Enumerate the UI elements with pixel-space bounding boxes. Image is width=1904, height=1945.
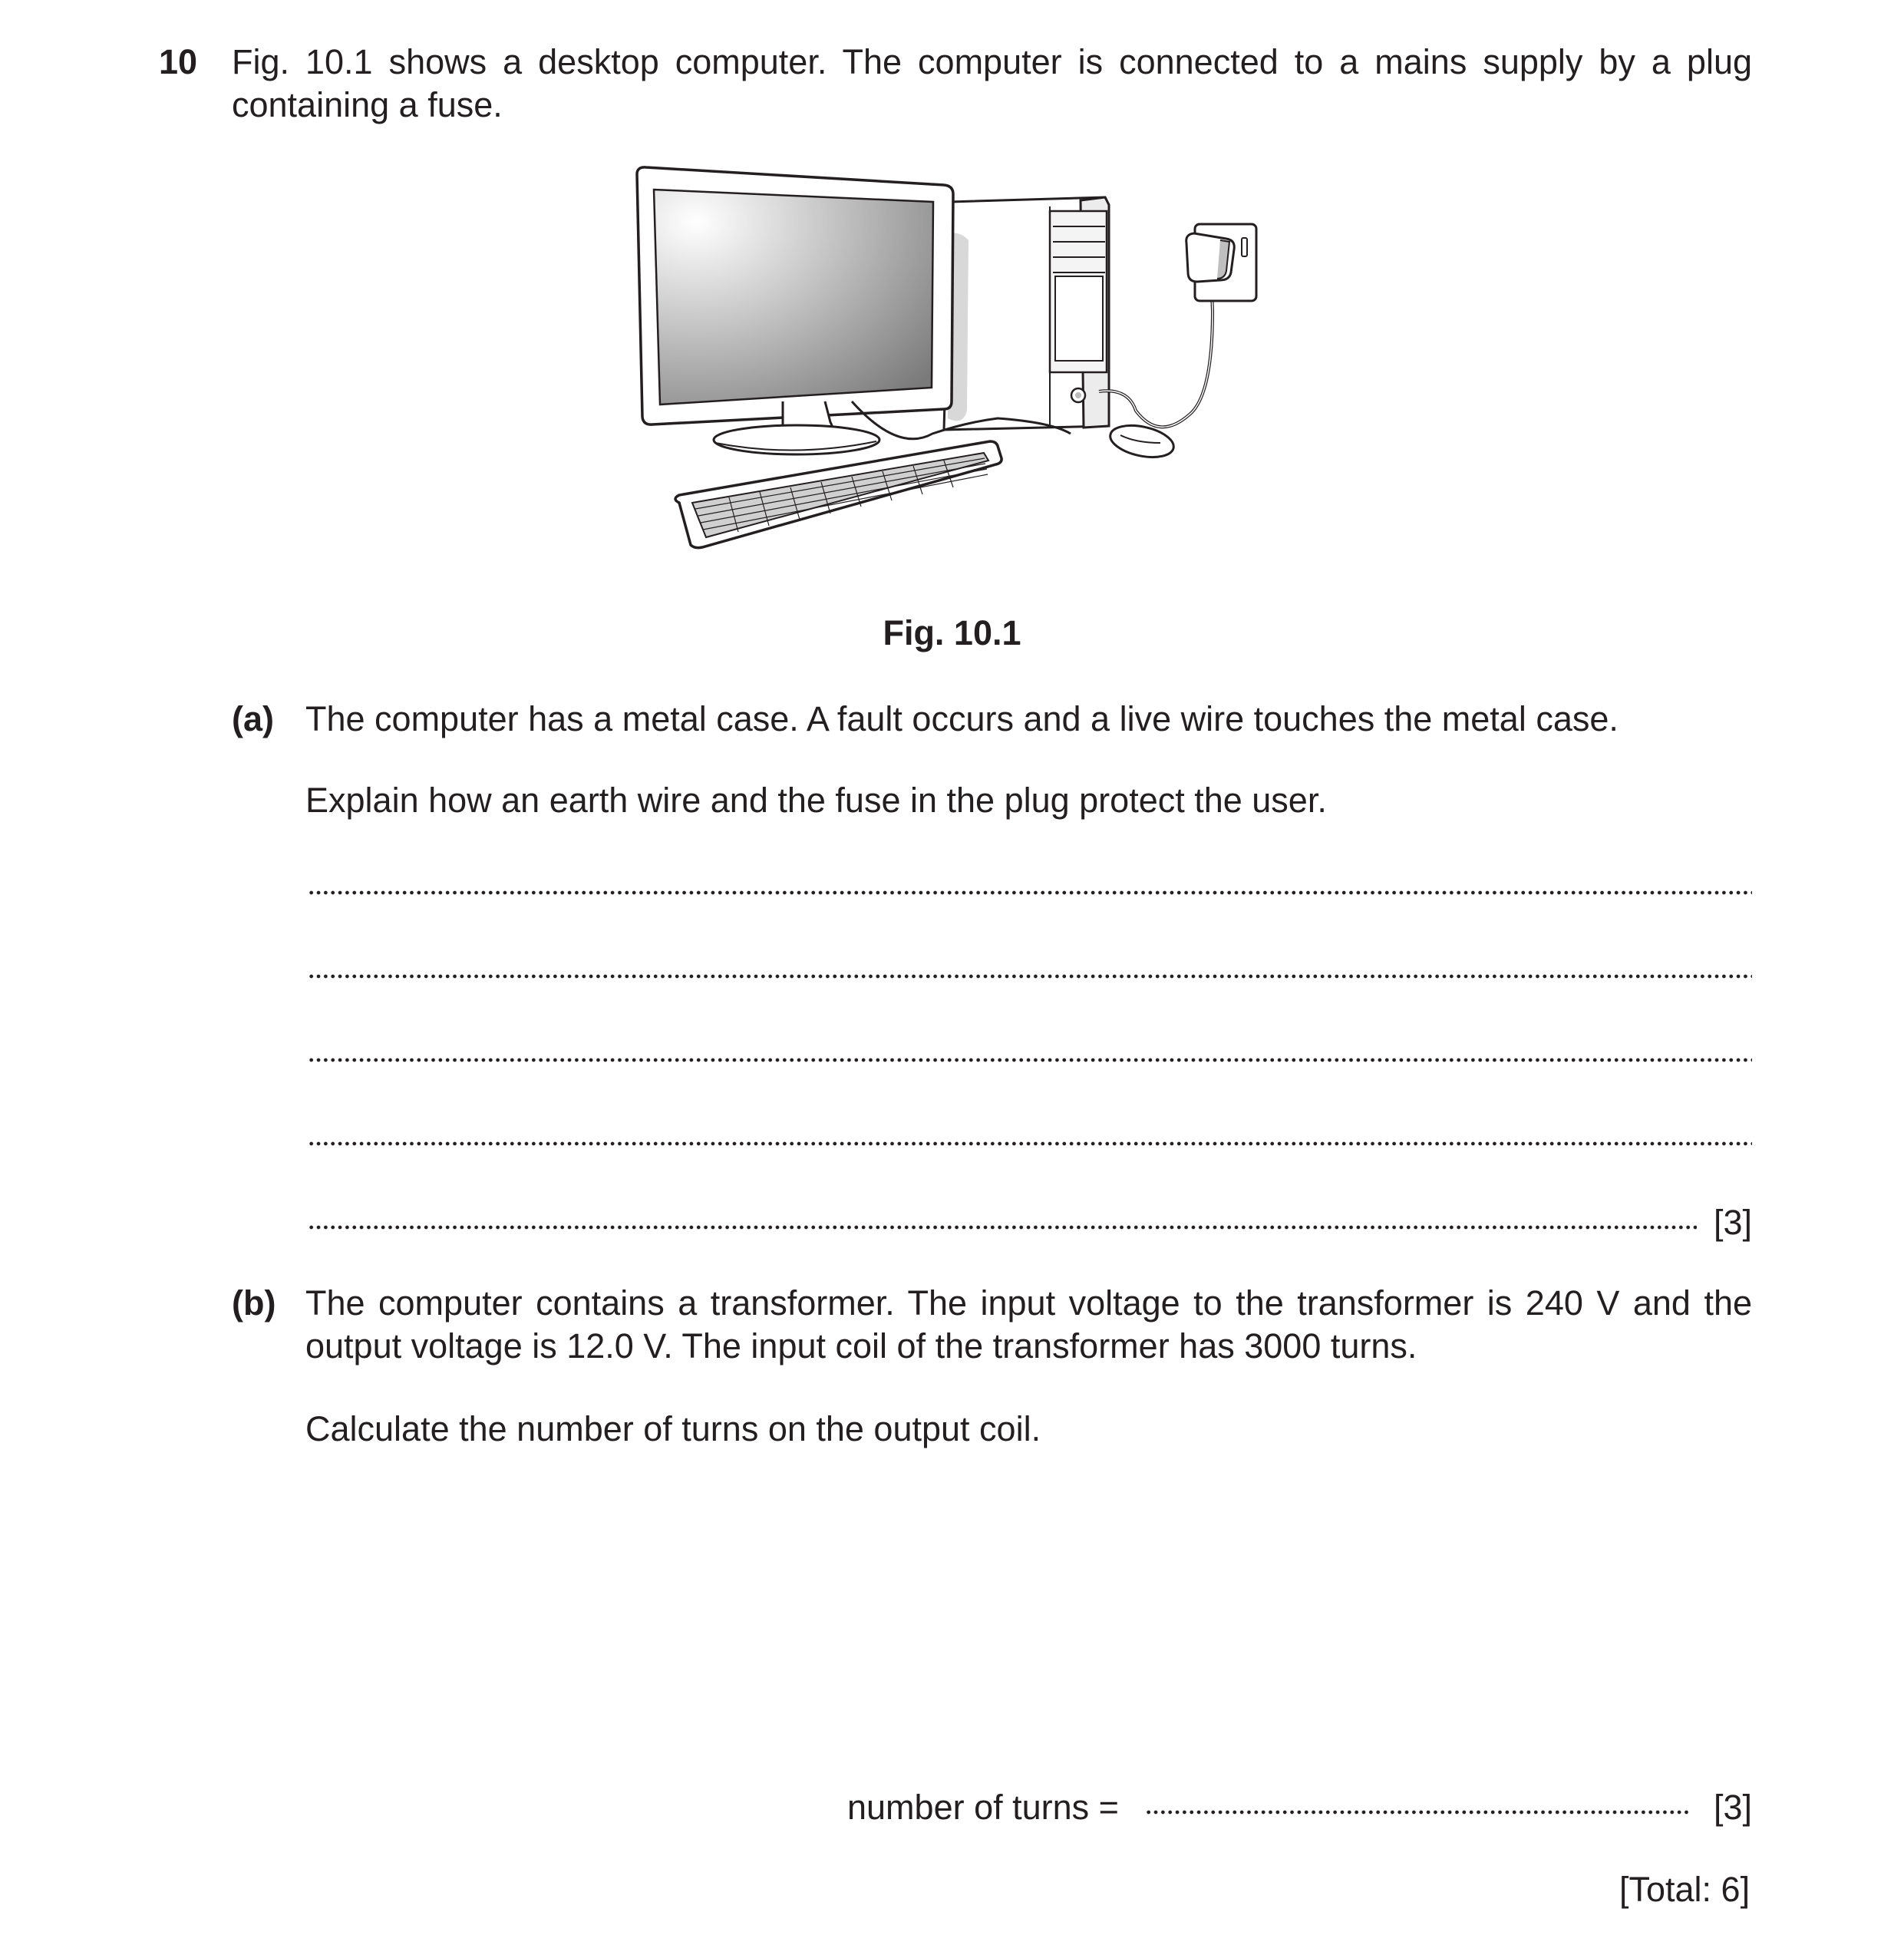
part-b-label: (b) (232, 1283, 276, 1323)
answer-line[interactable] (308, 890, 1752, 895)
part-a-label: (a) (232, 699, 274, 738)
answer-line[interactable] (308, 974, 1752, 979)
wall-socket-plug-icon (1186, 224, 1256, 301)
total-marks: [Total: 6] (1619, 1870, 1751, 1909)
part-a-marks: [3] (1714, 1203, 1753, 1242)
answer-line[interactable] (308, 1058, 1752, 1062)
number-of-turns-label: number of turns = (847, 1788, 1119, 1827)
question-number: 10 (159, 42, 198, 81)
answer-line[interactable] (308, 1225, 1697, 1230)
part-a-instruction: Explain how an earth wire and the fuse in the plug protect the user. (305, 781, 1327, 820)
keyboard-icon (675, 441, 1001, 548)
answer-line[interactable] (308, 1141, 1752, 1146)
part-b-marks: [3] (1714, 1788, 1753, 1827)
part-a-stem: The computer has a metal case. A fault occurs and a live wire touches the metal case. (305, 699, 1619, 738)
figure-caption: Fig. 10.1 (883, 613, 1021, 652)
question-intro: Fig. 10.1 shows a desktop computer. The computer is connected to a mains supply by a plug containing a fuse. (232, 42, 1752, 124)
number-of-turns-answer-line[interactable] (1145, 1810, 1691, 1815)
part-b-stem: The computer contains a transformer. The input voltage to the transformer is 240 V and the output voltage is 12.0 V. The input coil of the transformer has 3000 turns. (305, 1283, 1752, 1365)
monitor-icon (637, 167, 968, 454)
part-b-instruction: Calculate the number of turns on the output coil. (305, 1409, 1041, 1448)
figure-desktop-computer (629, 157, 1289, 572)
computer-tower-icon (944, 197, 1109, 430)
